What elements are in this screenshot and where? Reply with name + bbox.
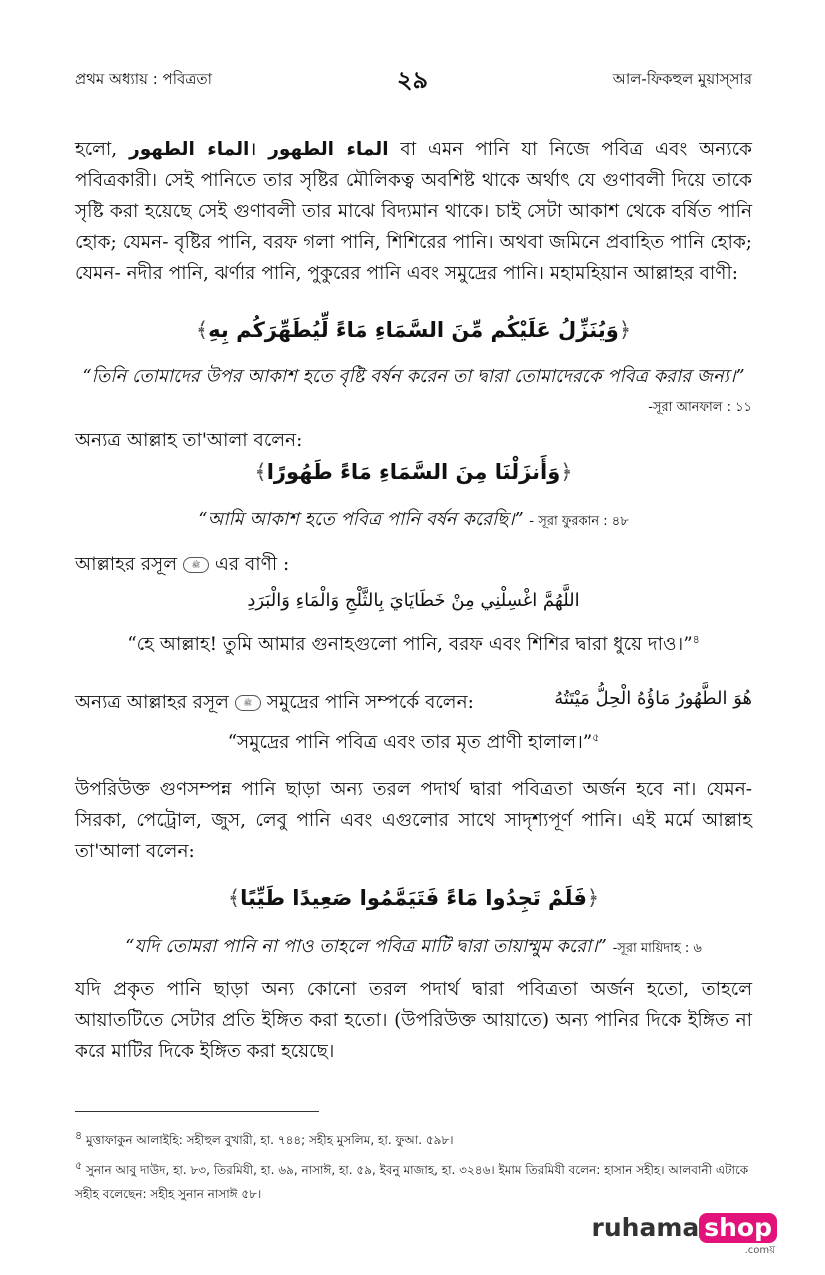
hadith-2-translation-text: “সমুদ্রের পানি পবিত্র এবং তার মৃত প্রাণী হালাল।” <box>227 732 593 753</box>
paragraph-2: উপরিউক্ত গুণসম্পন্ন পানি ছাড়া অন্য তরল পদার্থ দ্বারা পবিত্রতা অর্জন হবে না। যেমন- সিরকা, পেট্রোল, জুস, লেবু পানি এবং এগুলোর সাথে সাদৃশ্যপূর্ণ পানি। এই মর্মে আল্লাহ তা'আলা বলেন: <box>75 779 752 862</box>
ornament-close-icon: ﴾ <box>195 318 209 342</box>
ornament-close-icon: ﴾ <box>254 460 267 484</box>
verse-3-translation-text: “যদি তোমরা পানি না পাও তাহলে পবিত্র মাটি দ্বারা তায়াম্মুম করো।” <box>125 936 607 957</box>
hadith-2-lead-a: অন্যত্র আল্লাহর রসূল <box>75 692 229 713</box>
footnote-4-mark: ৪ <box>75 1129 83 1142</box>
verse-3-translation <box>75 932 752 963</box>
ornament-open-icon: ﴿ <box>560 460 573 484</box>
verse-3-reference: -সূরা মায়িদাহ : ৬ <box>612 941 702 956</box>
salutation-icon: ﷺ <box>183 557 209 573</box>
hadith-2-lead-b: সমুদ্রের পানি সম্পর্কে বলেন: <box>266 692 474 713</box>
intro-start: হলো, <box>75 139 118 160</box>
footnote-4 <box>75 1124 752 1152</box>
footnote-5 <box>75 1154 752 1206</box>
hadith-1-translation-text: “হে আল্লাহ! তুমি আমার গুনাহগুলো পানি, বরফ এবং শিশির দ্বারা ধুয়ে দাও।” <box>127 634 693 655</box>
footnote-5-mark: ৫ <box>75 1159 83 1172</box>
footnote-5-text: সুনান আবু দাউদ, হা. ৮৩, তিরমিযী, হা. ৬৯, নাসাঈ, হা. ৫৯, ইবনু মাজাহ, হা. ৩২৪৬। ইমাম তিরমিযী বলেন: হাসান সহীহ। আলবানী এটাকে সহীহ বলেছেন: সহীহ সুনান নাসাঈ ৫৮। <box>75 1163 749 1201</box>
logo-badge: shop <box>699 1213 777 1243</box>
ornament-open-icon: ﴿ <box>586 886 600 910</box>
verse-2-translation-text: “আমি আকাশ হতে পবিত্র পানি বর্ষন করেছি।” <box>198 509 524 530</box>
verse-2-text: وَأَنزَلْنَا مِنَ السَّمَاءِ مَاءً طَهُورًا <box>266 460 561 484</box>
verse-3-text: فَلَمْ تَجِدُوا مَاءً فَتَيَمَّمُوا صَعِيدًا طَيِّبًا <box>240 886 587 910</box>
verse-2-reference: - সূরা ফুরকান : ৪৮ <box>529 514 629 529</box>
verse-1-translation: “তিনি তোমাদের উপর আকাশ হতে বৃষ্টি বর্ষন করেন তা দ্বারা তোমাদেরকে পবিত্র করার জন্য।” <box>82 366 745 387</box>
hadith-1-arabic: اللَّهُمَّ اغْسِلْنِي مِنْ خَطَايَايَ بِالثَّلْجِ وَالْمَاءِ وَالْبَرَدِ <box>247 590 580 611</box>
hadith-1-lead-a: আল্লাহর রসূল <box>75 554 178 575</box>
arabic-term-2: الماء الطهور <box>268 139 389 160</box>
intro-paragraph: হলো, الماء الطهور। الماء الطهور বা এমন পানি যা নিজে পবিত্র এবং অন্যকে পবিত্রকারী। সেই পানিতে তার সৃষ্টির মৌলিকত্ব অবশিষ্ট থাকে অর্থাৎ যে গুণাবলী দিয়ে তাকে সৃষ্টি করা হয়েছে সেই গুণাবলী তার মাঝে বিদ্যমান থাকে। চাই সেটা আকাশ থেকে বর্ষিত পানি হোক; যেমন- বৃষ্টির পানি, বরফ গলা পানি, শিশিরের পানি। অথবা জমিনে প্রবাহিত পানি হোক; যেমন- নদীর পানি, ঝর্ণার পানি, পুকুরের পানি এবং সমুদ্রের পানি। মহামহিয়ান আল্লাহর বাণী: <box>75 139 752 284</box>
hadith-2-lead <box>75 688 752 719</box>
page-number: ২৯ <box>396 66 429 94</box>
hadith-2-arabic: هُوَ الطَّهُورُ مَاؤُهُ الْحِلُّ مَيْتَتُهُ <box>554 688 752 709</box>
footnote-mark-5: ৫ <box>592 730 600 744</box>
logo-domain: .comয় <box>744 1245 775 1256</box>
footnote-mark-4: ৪ <box>692 632 700 646</box>
footnote-4-text: মুত্তাফাকুন আলাইহি: সহীহুল বুখারী, হা. ৭৪৪; সহীহ মুসলিম, হা. ফুআ. ৫৯৮। <box>85 1133 454 1147</box>
salutation-icon: ﷺ <box>235 695 261 711</box>
hadith-1-lead-b: এর বাণী : <box>214 554 290 575</box>
arabic-term-1: الماء الطهور <box>129 139 250 160</box>
verse-3-arabic <box>75 886 752 910</box>
verse-1-arabic <box>75 318 752 342</box>
lead-verse-2: অন্যত্র আল্লাহ তা'আলা বলেন: <box>75 430 303 451</box>
running-header-right: আল-ফিকহুল মুয়াস্সার <box>612 70 752 88</box>
running-header-left: প্রথম অধ্যায় : পবিত্রতা <box>75 70 212 88</box>
footnote-divider <box>75 1111 319 1112</box>
hadith-1-translation <box>75 630 752 661</box>
ornament-close-icon: ﴾ <box>227 886 241 910</box>
intro-rest: বা এমন পানি যা নিজে পবিত্র এবং অন্যকে পবিত্রকারী। সেই পানিতে তার সৃষ্টির মৌলিকত্ব অবশিষ্ট থাকে অর্থাৎ যে গুণাবলী দিয়ে তাকে সৃষ্টি করা হয়েছে সেই গুণাবলী তার মাঝে বিদ্যমান থাকে। চাই সেটা আকাশ থেকে বর্ষিত পানি হোক; যেমন- বৃষ্টির পানি, বরফ গলা পানি, শিশিরের পানি। অথবা জমিনে প্রবাহিত পানি হোক; যেমন- নদীর পানি, ঝর্ণার পানি, পুকুরের পানি এবং সমুদ্রের পানি। মহামহিয়ান আল্লাহর বাণী: <box>75 139 752 284</box>
verse-2-arabic <box>75 460 752 484</box>
paragraph-3: যদি প্রকৃত পানি ছাড়া অন্য কোনো তরল পদার্থ দ্বারা পবিত্রতা অর্জন হতো, তাহলে আয়াতটিতে সেটার প্রতি ইঙ্গিত করা হতো। (উপরিউক্ত আয়াতে) অন্য পানির দিকে ইঙ্গিত না করে মাটির দিকে ইঙ্গিত করা হয়েছে। <box>75 979 752 1062</box>
verse-1-reference: -সূরা আনফাল : ১১ <box>648 400 752 415</box>
verse-1-text: وَيُنَزِّلُ عَلَيْكُم مِّنَ السَّمَاءِ مَاءً لِّيُطَهِّرَكُم بِهِ <box>208 318 619 342</box>
hadith-2-translation <box>75 728 752 759</box>
logo-text: ruhama <box>591 1213 700 1242</box>
hadith-1-lead <box>75 550 289 581</box>
verse-2-translation <box>75 505 752 536</box>
ornament-open-icon: ﴿ <box>618 318 632 342</box>
ruhamashop-logo <box>591 1213 777 1256</box>
